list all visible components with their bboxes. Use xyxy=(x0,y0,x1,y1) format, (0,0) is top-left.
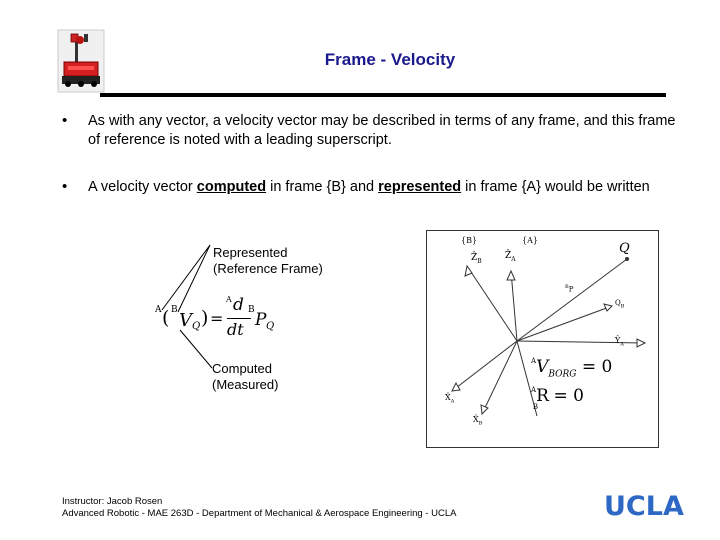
footer xyxy=(62,496,456,520)
bullet-text: As with any vector, a velocity vector may be described in terms of any frame, and this frame of reference is noted with a leading superscript. xyxy=(88,113,676,148)
vborg-equation: $^AV_{BORG} = 0$ xyxy=(531,357,613,380)
robot-icon xyxy=(56,28,106,94)
qb-label: $Q_B$ xyxy=(615,299,625,310)
title-divider xyxy=(100,93,666,97)
footer-course: Advanced Robotic - MAE 263D - Department of Mechanical & Aerospace Engineering - UCLA xyxy=(62,508,457,519)
rotation-equation: $^AR_B = 0$ xyxy=(531,386,584,411)
za-axis-label: Ẑ$_A$ xyxy=(505,251,516,263)
ya-axis-label: $Ŷ_A$ xyxy=(615,336,624,348)
xa-axis-label: $X̂_A$ xyxy=(445,393,455,405)
represented-label: Represented (Reference Frame) xyxy=(213,245,323,276)
bullet-marker: • xyxy=(62,178,68,195)
velocity-equation: A ( B V Q ) = A d dt B P Q xyxy=(155,295,275,339)
computed-label: Computed (Measured) xyxy=(212,361,279,392)
frame-diagram xyxy=(426,230,659,448)
emphasis-represented: represented xyxy=(378,179,462,195)
xb-axis-label: $X̂_B$ xyxy=(473,415,483,427)
zb-axis-label: Ẑ$_B$ xyxy=(471,253,482,265)
bullet-marker: • xyxy=(62,112,68,129)
point-q-label: Q xyxy=(619,241,630,256)
bp-vector-label: $^B$P xyxy=(565,284,574,294)
bullet-text: A velocity vector computed in frame {B} and represented in frame {A} would be written xyxy=(88,179,650,195)
frame-b-label: {B} xyxy=(461,236,478,245)
frame-a-label: {A} xyxy=(522,236,538,245)
ucla-logo: UCLA xyxy=(604,491,684,522)
page-title: Frame - Velocity xyxy=(324,50,456,69)
footer-instructor: Instructor: Jacob Rosen xyxy=(62,496,163,507)
emphasis-computed: computed xyxy=(196,179,267,195)
